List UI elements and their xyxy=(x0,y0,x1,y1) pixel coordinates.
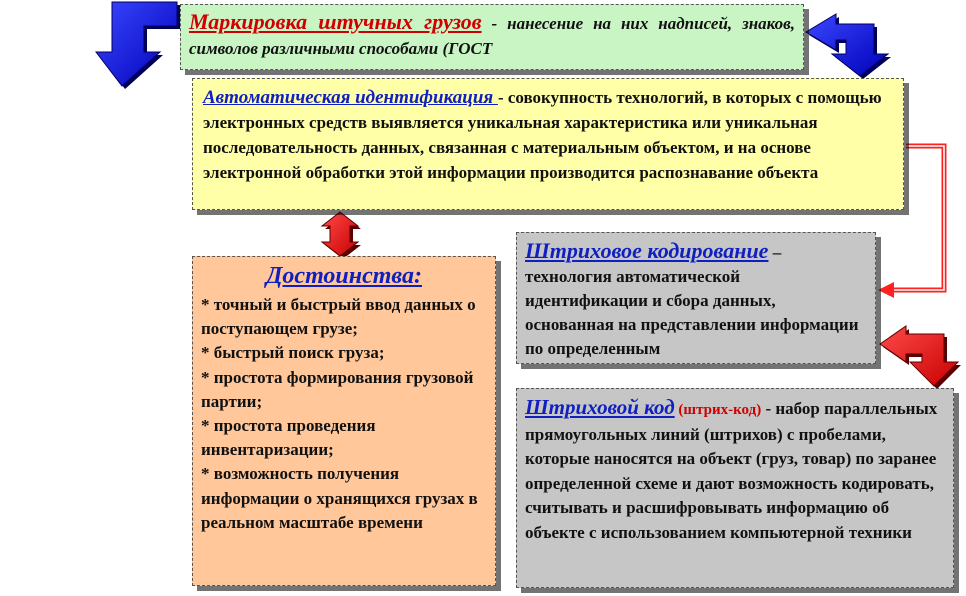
barcode-text: - набор параллельных прямоугольных линий (штрихов) с пробелами, которые наносятся на объект (груз, товар) по заранее определенной схеме и дают возможность кодировать, считывать и расшифровывать информацию об объекте с использованием компьютерной техники xyxy=(525,399,938,542)
advantage-item: * возможность получения информации о хранящихся грузах в реальном масштабе времени xyxy=(201,464,478,532)
advantages-title: Достоинства: xyxy=(266,263,422,289)
advantage-item: * простота формирования грузовой партии; xyxy=(201,367,474,411)
marking-definition-box xyxy=(180,4,804,70)
advantage-item: * точный и быстрый ввод данных о поступающем грузе; xyxy=(201,295,476,339)
marking-text: - нанесение на них надписей, знаков, символов различными способами (ГОСТ xyxy=(189,14,795,58)
bent-arrow-left-icon xyxy=(96,2,180,89)
bent-arrow-right-icon xyxy=(806,14,891,79)
auto-id-term: Автоматическая идентификация xyxy=(203,87,498,108)
advantage-item: * простота проведения инвентаризации; xyxy=(201,416,376,460)
barcode-term: Штриховой код xyxy=(525,395,675,419)
double-arrow-vertical-icon xyxy=(322,212,361,259)
advantage-item: * быстрый поиск груза; xyxy=(201,343,385,363)
marking-term: Маркировка штучных грузов xyxy=(189,9,482,34)
barcoding-text: – технология автоматической идентификации и сбора данных, основанная на представлении информации по определенным xyxy=(525,243,859,358)
auto-id-definition-box xyxy=(192,78,904,210)
advantages-box xyxy=(192,256,496,586)
barcoding-definition-box xyxy=(516,232,876,364)
barcode-aside: (штрих-код) xyxy=(674,402,762,418)
auto-id-text: - совокупность технологий, в которых с помощью электронных средств выявляется уникальная характеристика или уникальная последовательность данных, связанная с материальным объектом, и на основе электронной обработки этой информации производится распознавание объекта xyxy=(203,88,882,182)
barcode-definition-box xyxy=(516,388,954,588)
barcoding-term: Штриховое кодирование xyxy=(525,238,769,263)
bent-arrow-red-icon xyxy=(880,326,961,389)
